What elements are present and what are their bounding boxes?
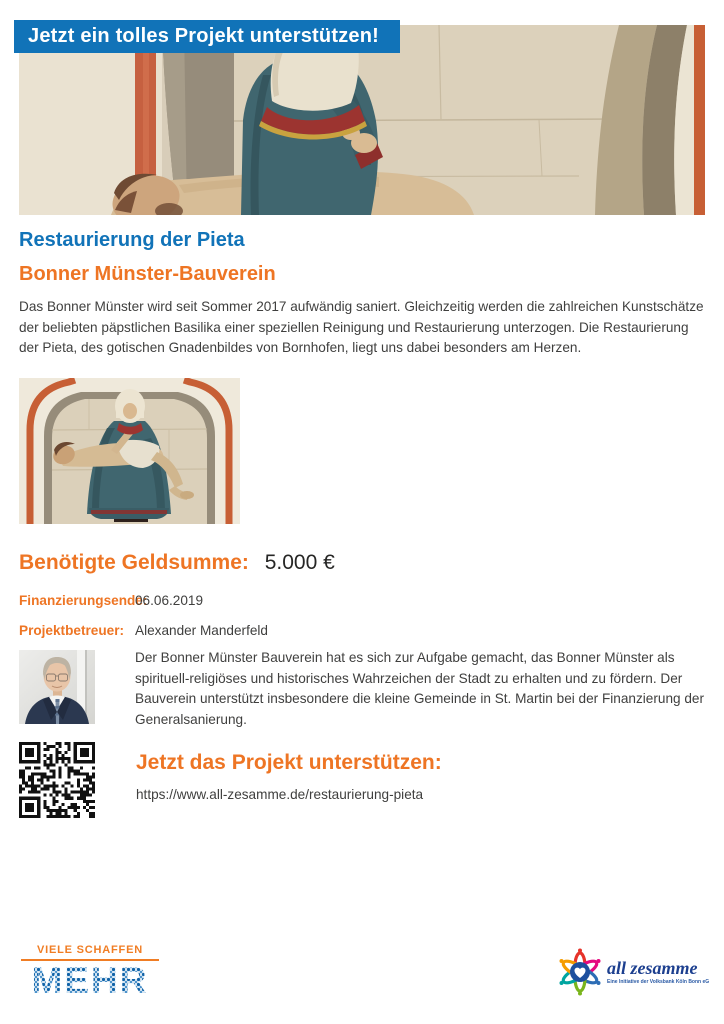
cta-url: https://www.all-zesamme.de/restaurierung-pieta: [136, 787, 424, 802]
pieta-full-illustration: [19, 378, 240, 524]
manager-label: Projektbetreuer:: [19, 623, 125, 638]
pieta-full-photo: [19, 378, 240, 524]
logo-tagline-viele-schaffen: VIELE SCHAFFEN: [21, 944, 159, 961]
funding-amount-row: [19, 551, 335, 575]
pieta-detail-illustration: [19, 25, 705, 215]
top-banner: [14, 20, 400, 53]
cta-heading: Jetzt das Projekt unterstützen:: [136, 751, 442, 774]
qr-code: [19, 742, 95, 818]
deadline-value: 06.06.2019: [135, 593, 204, 608]
funding-amount-value: 5.000 €: [264, 551, 335, 574]
qr-code-graphic: [19, 742, 95, 818]
manager-description: Der Bonner Münster Bauverein hat es sich zur Aufgabe gemacht, das Bonner Münster als spirituell-religiöses und historisches Wahrzeichen der Stadt zu erhalten und zu fördern. Der Bauverein unterstützt insbesondere die kleine Gemeinde in St. Martin bei der Finanzierung der Generalsanierung.: [135, 650, 704, 727]
logo-tagline-volksbank: Eine Initiative der Volksbank Köln Bonn eG: [607, 979, 710, 985]
project-organization: Bonner Münster-Bauverein: [19, 263, 276, 285]
banner-text: Jetzt ein tolles Projekt unterstützen!: [28, 25, 379, 47]
deadline-label: Finanzierungsende:: [19, 593, 148, 608]
logo-word-mehr: MEHR: [21, 962, 159, 999]
project-manager-portrait: [19, 650, 95, 724]
logo-word-all-zesamme: all zesamme: [607, 958, 698, 978]
portrait-illustration: [19, 650, 95, 724]
project-title: Restaurierung der Pieta: [19, 229, 245, 251]
all-zesamme-logo: [557, 948, 717, 996]
flower-heart-icon: [557, 948, 603, 996]
manager-value: Alexander Manderfeld: [135, 623, 268, 638]
funding-amount-label: Benötigte Geldsumme:: [19, 551, 249, 574]
viele-schaffen-mehr-logo: [21, 944, 159, 999]
project-intro-paragraph: Das Bonner Münster wird seit Sommer 2017 aufwändig saniert. Gleichzeitig werden die zahlreichen Kunstschätze der beliebten päpstlichen Basilika einer speziellen Reinigung und Restaurierung unterzogen. Die Restaurierung der Pieta, des gotischen Gnadenbildes von Bornhofen, liegt uns dabei besonders am Herzen.: [19, 299, 704, 355]
hero-photo-pieta-detail: [19, 25, 705, 215]
